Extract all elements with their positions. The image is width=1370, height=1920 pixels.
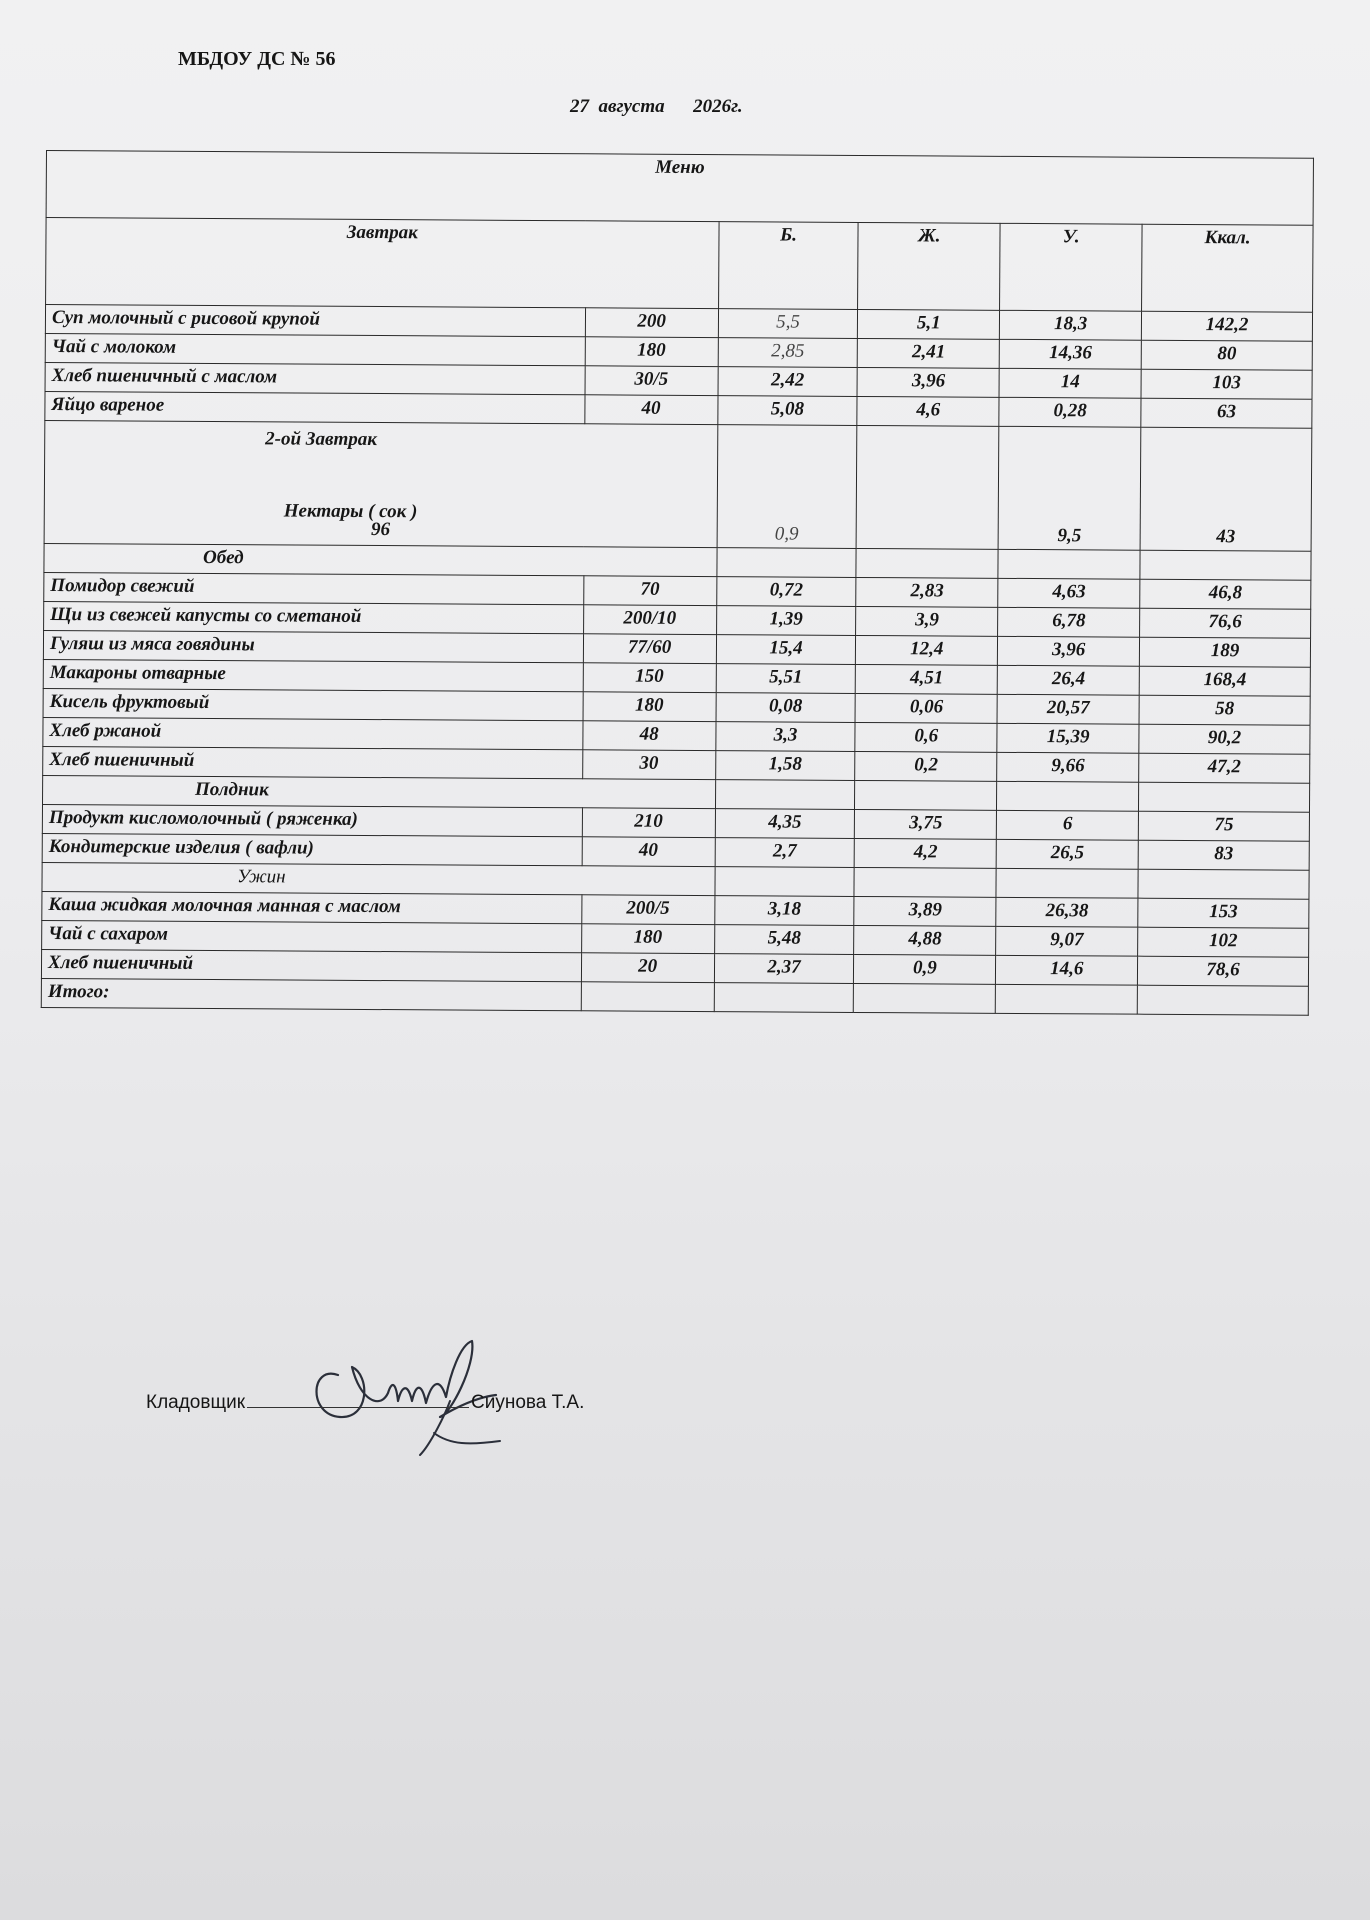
breakfast-kcal: 142,2 xyxy=(1142,311,1313,341)
second-breakfast-carbs: 9,5 xyxy=(998,426,1141,550)
lunch-portion: 200/10 xyxy=(583,605,716,635)
breakfast-dish-name: Яйцо вареное xyxy=(45,391,585,423)
lunch-protein: 1,58 xyxy=(715,751,855,781)
snack-dish-name: Кондитерские изделия ( вафли) xyxy=(42,833,582,865)
lunch-kcal: 168,4 xyxy=(1139,666,1310,696)
lunch-kcal: 47,2 xyxy=(1139,753,1310,783)
lunch-dish-name: Кисель фруктовый xyxy=(43,688,583,720)
lunch-protein: 1,39 xyxy=(716,606,856,636)
breakfast-carbs: 14 xyxy=(999,368,1141,398)
second-breakfast-cell xyxy=(44,420,717,547)
breakfast-carbs: 14,36 xyxy=(999,339,1141,369)
breakfast-carbs: 18,3 xyxy=(1000,310,1142,340)
snack-fat: 4,2 xyxy=(855,838,997,868)
second-breakfast-item: Нектары ( сок ) xyxy=(283,500,418,523)
snack-fat: 3,75 xyxy=(855,809,997,839)
column-header-kcal: Ккал. xyxy=(1142,224,1313,312)
breakfast-fat: 5,1 xyxy=(858,309,1000,339)
snack-portion: 210 xyxy=(582,808,715,838)
breakfast-portion: 200 xyxy=(585,308,718,338)
snack-carbs: 26,5 xyxy=(996,839,1138,869)
lunch-dish-name: Щи из свежей капусты со сметаной xyxy=(44,601,584,633)
breakfast-dish-name: Суп молочный с рисовой крупой xyxy=(45,305,585,337)
dinner-dish-name: Чай с сахаром xyxy=(42,920,582,952)
second-breakfast-row xyxy=(44,420,1312,551)
signer-role: Кладовщик xyxy=(146,1392,246,1413)
dinner-rows xyxy=(41,891,1309,986)
second-breakfast-portion: 96 xyxy=(370,518,391,541)
lunch-fat: 0,2 xyxy=(855,751,997,781)
menu-title: Меню xyxy=(46,151,1313,226)
lunch-fat: 3,9 xyxy=(856,606,998,636)
snack-title: Полдник xyxy=(43,775,716,808)
dinner-carbs: 26,38 xyxy=(996,897,1138,927)
lunch-portion: 70 xyxy=(583,576,716,606)
signature-line xyxy=(247,1407,469,1408)
dinner-kcal: 153 xyxy=(1138,898,1309,928)
lunch-kcal: 189 xyxy=(1140,637,1311,667)
signature-block xyxy=(146,1392,584,1414)
lunch-fat: 2,83 xyxy=(856,577,998,607)
organization-name: МБДОУ ДС № 56 xyxy=(178,48,336,70)
breakfast-fat: 2,41 xyxy=(858,338,1000,368)
dinner-portion: 200/5 xyxy=(582,895,715,925)
breakfast-protein: 5,5 xyxy=(718,309,858,339)
breakfast-kcal: 103 xyxy=(1141,369,1312,399)
breakfast-fat: 4,6 xyxy=(857,396,999,426)
dinner-fat: 0,9 xyxy=(854,954,996,984)
breakfast-protein: 5,08 xyxy=(717,396,857,426)
column-header-protein: Б. xyxy=(718,222,858,310)
breakfast-kcal: 80 xyxy=(1141,340,1312,370)
lunch-kcal: 76,6 xyxy=(1140,608,1311,638)
breakfast-title: Завтрак xyxy=(46,218,719,309)
snack-kcal: 75 xyxy=(1138,811,1309,841)
dinner-portion: 180 xyxy=(581,924,714,954)
dinner-fat: 3,89 xyxy=(854,896,996,926)
dinner-protein: 2,37 xyxy=(714,954,854,984)
snack-protein: 2,7 xyxy=(715,838,855,868)
breakfast-dish-name: Чай с молоком xyxy=(45,333,585,365)
snack-portion: 40 xyxy=(582,837,715,867)
lunch-carbs: 9,66 xyxy=(997,752,1139,782)
lunch-protein: 5,51 xyxy=(716,664,856,694)
second-breakfast-title: 2-ой Завтрак xyxy=(265,428,377,451)
breakfast-protein: 2,42 xyxy=(718,367,858,397)
menu-title-row xyxy=(46,151,1313,226)
dinner-kcal: 78,6 xyxy=(1138,956,1309,986)
lunch-fat: 0,06 xyxy=(855,693,997,723)
column-header-carbs: У. xyxy=(1000,223,1142,311)
second-breakfast-kcal: 43 xyxy=(1140,427,1312,551)
dinner-title: Ужин xyxy=(42,862,715,895)
dinner-dish-name: Каша жидкая молочная манная с маслом xyxy=(42,891,582,923)
breakfast-protein: 2,85 xyxy=(718,338,858,368)
lunch-dish-name: Гуляш из мяса говядины xyxy=(43,630,583,662)
dinner-fat: 4,88 xyxy=(854,925,996,955)
lunch-title: Обед xyxy=(44,543,717,576)
lunch-portion: 30 xyxy=(582,750,715,780)
snack-carbs: 6 xyxy=(997,810,1139,840)
breakfast-dish-name: Хлеб пшеничный с маслом xyxy=(45,362,585,394)
breakfast-portion: 30/5 xyxy=(585,366,718,396)
lunch-portion: 180 xyxy=(583,692,716,722)
breakfast-header-row xyxy=(46,218,1314,313)
dinner-portion: 20 xyxy=(581,953,714,983)
total-label: Итого: xyxy=(41,978,581,1010)
breakfast-portion: 40 xyxy=(585,395,718,425)
lunch-portion: 150 xyxy=(583,663,716,693)
lunch-kcal: 46,8 xyxy=(1140,579,1311,609)
dinner-dish-name: Хлеб пшеничный xyxy=(41,949,581,981)
lunch-carbs: 26,4 xyxy=(997,665,1139,695)
lunch-dish-name: Хлеб пшеничный xyxy=(43,746,583,778)
snack-protein: 4,35 xyxy=(715,809,855,839)
lunch-dish-name: Хлеб ржаной xyxy=(43,717,583,749)
lunch-fat: 0,6 xyxy=(855,722,997,752)
lunch-rows xyxy=(43,572,1311,783)
lunch-kcal: 58 xyxy=(1139,695,1310,725)
lunch-carbs: 6,78 xyxy=(998,607,1140,637)
lunch-carbs: 3,96 xyxy=(998,636,1140,666)
dinner-carbs: 14,6 xyxy=(996,955,1138,985)
lunch-carbs: 15,39 xyxy=(997,723,1139,753)
lunch-portion: 77/60 xyxy=(583,634,716,664)
dinner-protein: 3,18 xyxy=(714,896,854,926)
breakfast-carbs: 0,28 xyxy=(999,397,1141,427)
dinner-protein: 5,48 xyxy=(714,925,854,955)
lunch-dish-name: Макароны отварные xyxy=(43,659,583,691)
lunch-fat: 4,51 xyxy=(856,664,998,694)
dinner-carbs: 9,07 xyxy=(996,926,1138,956)
snack-rows xyxy=(42,804,1309,870)
lunch-dish-name: Помидор свежий xyxy=(44,572,584,604)
snack-dish-name: Продукт кисломолочный ( ряженка) xyxy=(42,804,582,836)
breakfast-rows xyxy=(45,305,1313,429)
signer-name: Сиунова Т.А. xyxy=(471,1392,585,1413)
lunch-portion: 48 xyxy=(583,721,716,751)
lunch-carbs: 20,57 xyxy=(997,694,1139,724)
lunch-kcal: 90,2 xyxy=(1139,724,1310,754)
column-header-fat: Ж. xyxy=(858,222,1000,310)
signature-image xyxy=(300,1305,540,1465)
lunch-carbs: 4,63 xyxy=(998,578,1140,608)
lunch-fat: 12,4 xyxy=(856,635,998,665)
lunch-protein: 15,4 xyxy=(716,635,856,665)
breakfast-fat: 3,96 xyxy=(857,367,999,397)
second-breakfast-protein: 0,9 xyxy=(717,425,858,549)
menu-date: 27 августа 2026г. xyxy=(570,96,743,117)
lunch-protein: 0,08 xyxy=(716,693,856,723)
breakfast-portion: 180 xyxy=(585,337,718,367)
snack-kcal: 83 xyxy=(1138,840,1309,870)
breakfast-kcal: 63 xyxy=(1141,398,1312,428)
lunch-protein: 0,72 xyxy=(716,577,856,607)
dinner-kcal: 102 xyxy=(1138,927,1309,957)
menu-table xyxy=(41,150,1314,1016)
second-breakfast-fat xyxy=(857,425,1000,549)
lunch-protein: 3,3 xyxy=(715,722,855,752)
